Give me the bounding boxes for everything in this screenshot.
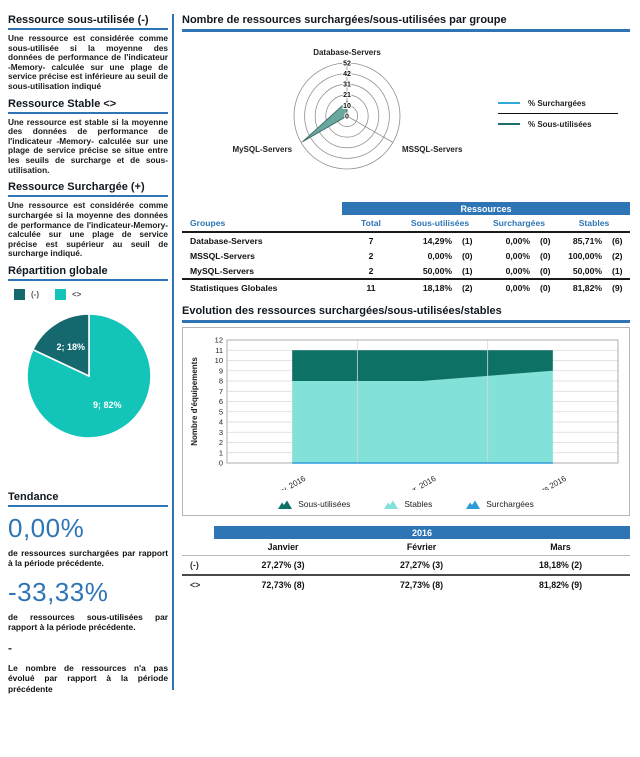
cell-total: 11 <box>366 282 376 293</box>
svg-text:12: 12 <box>214 335 223 345</box>
trend-value-surchargees: 0,00% <box>8 512 85 543</box>
cell-pct: 18,18% <box>422 282 452 293</box>
cell-count: (1) <box>462 235 473 246</box>
body-text: Une ressource est stable si la moyenne des données de performance de l'indicateur <box>8 116 168 146</box>
svg-text:0: 0 <box>218 458 223 468</box>
svg-text:janv. 2016: janv. 2016 <box>271 473 308 490</box>
cell-value: 72,73% (8) <box>261 580 305 590</box>
table-band: 2016 <box>214 526 630 539</box>
legend-label: % Surchargées <box>528 98 586 108</box>
body-text: Une ressource est considérée comme surchargée si la moyenne des données de performance de l'indicateur <box>8 200 168 230</box>
svg-text:52: 52 <box>343 60 351 68</box>
trend-value-sous-utilisees: -33,33% <box>8 576 109 607</box>
body-bold: -Memory- <box>130 219 168 230</box>
svg-text:MSSQL-Servers: MSSQL-Servers <box>401 145 463 154</box>
trend-text: de ressources surchargées par rapport à la période précédente. <box>8 547 168 569</box>
body-bold: -Memory- <box>56 135 94 146</box>
cell-pct: 0,00% <box>505 250 530 261</box>
col-header-empty <box>182 544 214 550</box>
area-swatch-icon <box>384 500 398 509</box>
evolution-section-title: Evolution des ressources surchargées/sous-utilisées/stables <box>182 305 630 323</box>
svg-text:3: 3 <box>218 427 223 437</box>
legend-item <box>278 499 350 509</box>
cell-count: (0) <box>540 250 551 261</box>
pie-legend-item <box>55 289 81 300</box>
repartition-title: Répartition globale <box>8 265 168 281</box>
table-row <box>182 263 630 278</box>
table-header-row <box>182 539 630 556</box>
svg-text:2; 18%: 2; 18% <box>56 342 85 353</box>
section-body <box>8 34 168 92</box>
col-header-surchargees: Surchargées <box>492 218 546 228</box>
area-swatch-icon <box>278 500 292 509</box>
svg-text:2: 2 <box>218 438 223 447</box>
cell-count: (6) <box>612 235 623 246</box>
main-content <box>182 14 630 594</box>
section-tendance <box>8 491 168 695</box>
svg-text:42: 42 <box>343 71 351 78</box>
svg-text:4: 4 <box>218 417 223 427</box>
legend-label: % Sous-utilisées <box>528 119 592 129</box>
svg-text:9: 9 <box>218 366 223 376</box>
evolution-chart <box>182 327 630 516</box>
svg-text:10: 10 <box>214 356 223 365</box>
legend-label: (-) <box>31 289 39 299</box>
section-title: Ressource sous-utilisée (-) <box>8 14 168 30</box>
col-header-mars: Mars <box>550 542 571 552</box>
section-surchargee <box>8 181 168 259</box>
table-band: Ressources <box>342 202 630 215</box>
cell-total: 2 <box>368 250 374 261</box>
col-header-sous-utilisees: Sous-utilisées <box>410 218 470 228</box>
legend-item <box>466 499 534 509</box>
body-text: calculée sur une plage de service précise se situe entre les seuils de surcharge et de sous-utilisation. <box>8 135 169 175</box>
trend-text: Le nombre de ressources n'a pas évolué par rapport à la période précédente <box>8 662 168 694</box>
cell-count: (2) <box>462 282 473 293</box>
area-swatch-icon <box>466 500 480 509</box>
svg-text:Database-Servers: Database-Servers <box>313 48 381 57</box>
section-title: Ressource Surchargée (+) <box>8 181 168 197</box>
cell-total: 7 <box>368 235 374 246</box>
tendance-title: Tendance <box>8 491 168 507</box>
table-band-row <box>182 202 630 215</box>
legend-label: <> <box>72 289 82 299</box>
cell-count: (1) <box>612 265 623 276</box>
legend-line-icon <box>498 122 520 126</box>
body-text: Une ressource est considérée comme sous-utilisée si la moyenne des données de performance de l'indicateur <box>8 33 168 63</box>
col-header-janvier: Janvier <box>267 542 299 552</box>
cell-pct: 0,00% <box>505 265 530 276</box>
cell-count: (0) <box>540 265 551 276</box>
cell-group: Database-Servers <box>190 235 263 246</box>
cell-pct: 0,00% <box>505 235 530 246</box>
sidebar <box>8 14 168 702</box>
legend-item <box>384 499 432 509</box>
cell-pct: 50,00% <box>422 265 452 276</box>
section-stable <box>8 98 168 176</box>
cell-value: 72,73% (8) <box>399 580 444 590</box>
pie-chart <box>8 302 168 455</box>
radar-legend-item <box>498 96 624 110</box>
cell-pct: 85,71% <box>572 235 602 246</box>
cell-pct: 81,82% <box>572 282 602 293</box>
table-header-row <box>182 215 630 233</box>
svg-text:11: 11 <box>215 345 223 355</box>
cell-row-label: <> <box>190 580 201 590</box>
legend-line-icon <box>498 101 520 105</box>
legend-swatch-icon <box>55 289 66 300</box>
col-header-fevrier: Février <box>406 542 437 552</box>
table-row <box>182 556 630 576</box>
cell-row-label: (-) <box>190 560 199 570</box>
cell-pct: 100,00% <box>568 250 602 261</box>
svg-text:0: 0 <box>345 113 349 121</box>
legend-separator <box>498 113 618 114</box>
svg-text:févr. 2016: févr. 2016 <box>402 473 438 490</box>
cell-pct: 0,00% <box>427 250 452 261</box>
cell-pct: 50,00% <box>572 265 602 276</box>
table-band-row <box>182 526 630 539</box>
radar-section-title: Nombre de ressources surchargées/sous-utilisées par groupe <box>182 14 630 32</box>
cell-count: (0) <box>540 235 551 246</box>
cell-value: 18,18% (2) <box>538 560 583 570</box>
cell-group: Statistiques Globales <box>190 282 278 293</box>
legend-label: Stables <box>404 499 433 509</box>
svg-text:8: 8 <box>218 376 223 386</box>
svg-text:1: 1 <box>218 448 223 458</box>
svg-text:MySQL-Servers: MySQL-Servers <box>232 145 293 154</box>
table-total-row <box>182 278 630 295</box>
resources-table <box>182 202 630 295</box>
body-text: calculée sur une plage de service précise est supérieur au seuil de surcharge indiqué. <box>8 229 168 259</box>
body-text: calculée sur une plage de service précise est inférieure au seuil de sous-utilisation indiqué <box>8 61 168 92</box>
section-body <box>8 118 168 176</box>
cell-group: MySQL-Servers <box>190 265 255 276</box>
col-header-groupes: Groupes <box>190 218 226 228</box>
cell-pct: 0,00% <box>505 282 530 293</box>
section-body <box>8 201 168 259</box>
trend-value-stable: - <box>8 640 12 655</box>
svg-text:Nombre d'équipements: Nombre d'équipements <box>190 357 199 446</box>
svg-text:mars 2016: mars 2016 <box>530 473 568 490</box>
cell-value: 27,27% (3) <box>399 560 444 570</box>
pie-legend <box>14 289 168 300</box>
col-header-stables: Stables <box>578 218 610 228</box>
legend-label: Surchargées <box>486 499 534 509</box>
radar-legend <box>498 96 624 131</box>
cell-count: (2) <box>612 250 623 261</box>
svg-text:10: 10 <box>343 102 351 110</box>
body-bold: -Memory- <box>8 61 46 72</box>
svg-text:21: 21 <box>343 92 351 100</box>
legend-swatch-icon <box>14 289 25 300</box>
radar-chart <box>182 34 630 194</box>
pie-legend-item <box>14 289 39 300</box>
radar-legend-item <box>498 117 624 131</box>
svg-text:5: 5 <box>218 407 223 417</box>
svg-text:31: 31 <box>343 81 351 89</box>
cell-count: (0) <box>540 282 551 293</box>
months-table <box>182 526 630 594</box>
evolution-legend <box>186 495 626 513</box>
legend-label: Sous-utilisées <box>298 499 351 509</box>
cell-total: 2 <box>368 265 374 276</box>
cell-group: MSSQL-Servers <box>190 250 255 261</box>
pie-chart-svg <box>8 302 168 450</box>
section-sous-utilisee <box>8 14 168 92</box>
table-row <box>182 248 630 263</box>
col-header-total: Total <box>361 218 381 228</box>
svg-text:6: 6 <box>218 397 223 406</box>
cell-count: (1) <box>462 265 473 276</box>
vertical-divider <box>172 14 174 690</box>
cell-count: (9) <box>612 282 623 293</box>
table-row <box>182 576 630 594</box>
table-row <box>182 233 630 248</box>
trend-text: de ressources sous-utilisées par rapport à la période précédente. <box>8 611 168 633</box>
evolution-chart-svg <box>186 332 626 490</box>
section-repartition <box>8 265 168 455</box>
section-title: Ressource Stable <> <box>8 98 168 114</box>
svg-text:9; 82%: 9; 82% <box>93 399 122 410</box>
cell-count: (0) <box>462 250 473 261</box>
cell-value: 81,82% (9) <box>538 580 583 590</box>
cell-value: 27,27% (3) <box>261 560 305 570</box>
cell-pct: 14,29% <box>422 235 452 246</box>
svg-text:7: 7 <box>218 386 223 396</box>
